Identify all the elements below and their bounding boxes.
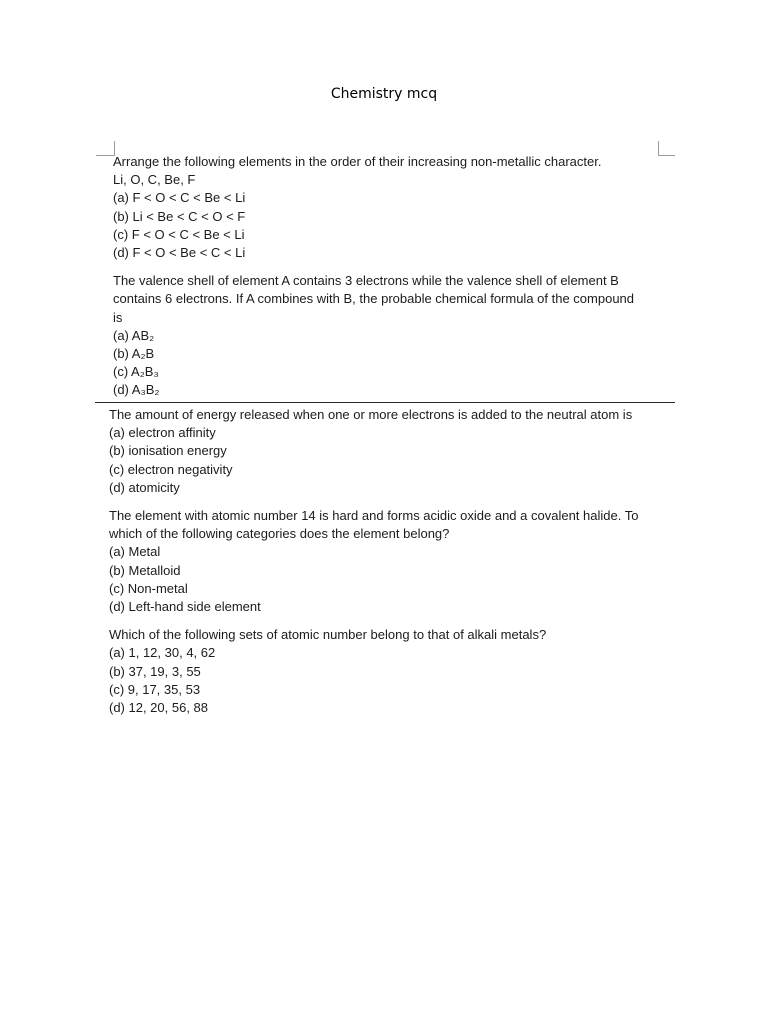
question-item — [109, 406, 674, 497]
question-text-line: Which of the following sets of atomic number belong to that of alkali metals? — [109, 627, 547, 643]
horizontal-divider — [95, 402, 675, 403]
answer-option: (b) A₂B — [113, 346, 155, 362]
question-text-line: contains 6 electrons. If A combines with B, the probable chemical formula of the compound — [113, 291, 635, 307]
answer-option: (d) F < O < Be < C < Li — [113, 245, 246, 261]
document-title: Chemistry mcq — [330, 86, 438, 102]
answer-option: (c) Non-metal — [109, 580, 188, 596]
question-text-line: Arrange the following elements in the order of their increasing non-metallic character. — [113, 154, 602, 169]
question-item — [109, 507, 674, 616]
question-text-line: which of the following categories does the element belong? — [109, 526, 450, 542]
answer-option: (c) F < O < C < Be < Li — [113, 226, 245, 242]
questions-block-2 — [109, 406, 674, 727]
answer-option: (b) 37, 19, 3, 55 — [109, 663, 201, 679]
answer-option: (c) A₂B₃ — [113, 364, 159, 380]
question-text-line: Li, O, C, Be, F — [113, 172, 196, 188]
question-item — [113, 272, 673, 399]
answer-option: (d) atomicity — [109, 479, 180, 495]
answer-option: (d) Left-hand side element — [109, 599, 261, 615]
answer-option: (d) A₃B₂ — [113, 382, 160, 398]
question-item — [109, 626, 674, 717]
answer-option: (c) 9, 17, 35, 53 — [109, 681, 201, 697]
question-text-line: is — [113, 309, 123, 325]
answer-option: (c) electron negativity — [109, 461, 233, 477]
answer-option: (a) electron affinity — [109, 425, 216, 441]
answer-option: (a) AB₂ — [113, 327, 155, 343]
answer-option: (b) Metalloid — [109, 562, 181, 578]
answer-option: (b) Li < Be < C < O < F — [113, 208, 246, 224]
answer-option: (a) 1, 12, 30, 4, 62 — [109, 645, 216, 661]
question-item — [113, 153, 673, 262]
question-text-line: The element with atomic number 14 is hard and forms acidic oxide and a covalent halide. To — [109, 508, 639, 524]
question-text-line: The valence shell of element A contains 3 electrons while the valence shell of element B — [113, 273, 619, 289]
answer-option: (a) Metal — [109, 544, 161, 560]
question-text-line: The amount of energy released when one or more electrons is added to the neutral atom is — [109, 407, 633, 422]
answer-option: (b) ionisation energy — [109, 443, 227, 459]
questions-block-1 — [113, 153, 673, 410]
answer-option: (d) 12, 20, 56, 88 — [109, 700, 209, 716]
answer-option: (a) F < O < C < Be < Li — [113, 190, 246, 206]
